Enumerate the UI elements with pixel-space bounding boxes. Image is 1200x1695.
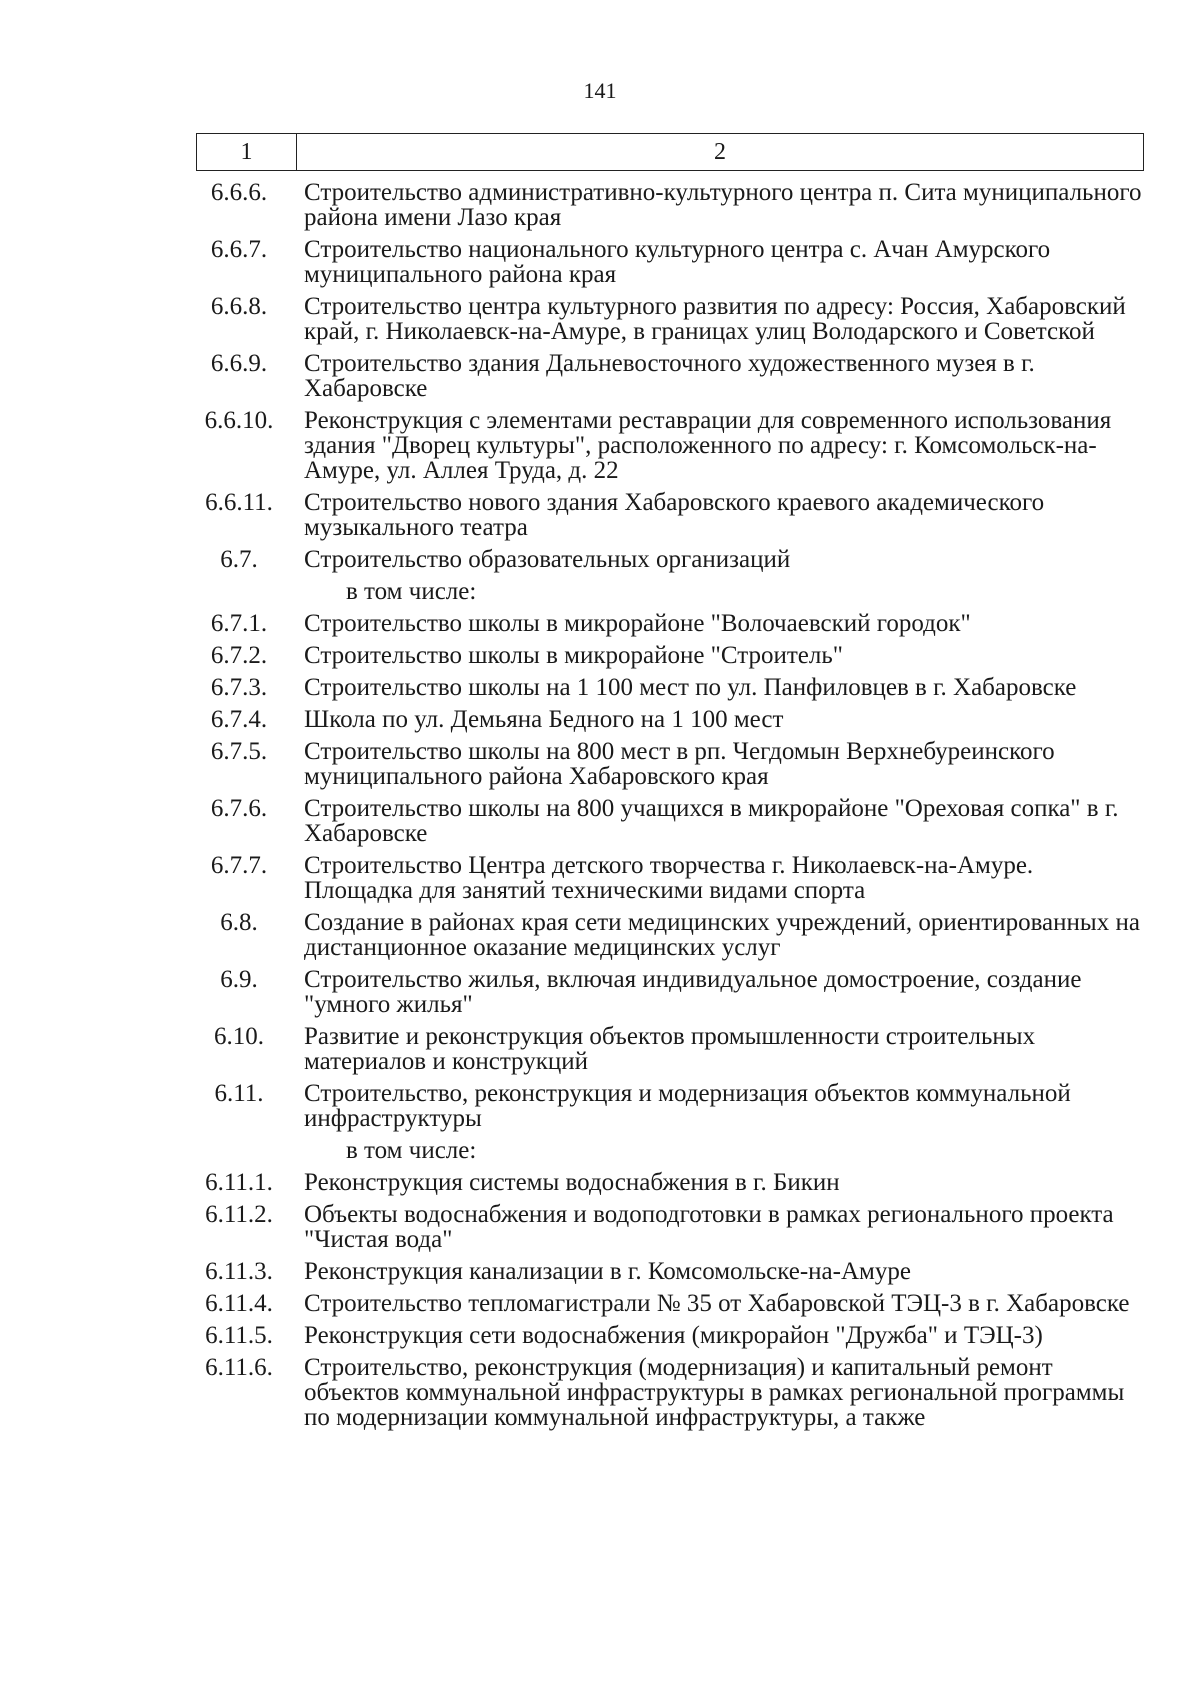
row-number: 6.11.1. — [205, 1169, 273, 1196]
row-number — [196, 579, 282, 604]
row-number: 6.6.11. — [205, 489, 273, 516]
row-number: 6.9. — [220, 966, 258, 993]
row-text: Строительство национального культурного центра с. Ачан Амурского муниципального района края — [304, 236, 1051, 288]
row-number: 6.7.6. — [210, 795, 268, 822]
row-text: Строительство Центра детского творчества г. Николаевск-на-Амуре. Площадка для занятий техническими видами спорта — [304, 852, 1034, 904]
table-row — [196, 1259, 1144, 1284]
row-text: Строительство образовательных организаций — [304, 546, 791, 573]
row-text: Строительство здания Дальневосточного художественного музея в г. Хабаровске — [304, 350, 1035, 402]
row-number: 6.7.7. — [210, 852, 268, 879]
row-text: в том числе: — [346, 1137, 477, 1164]
table-row — [196, 1323, 1144, 1348]
table-row — [196, 1081, 1144, 1131]
row-number: 6.11.4. — [205, 1290, 273, 1317]
table-row — [196, 294, 1144, 344]
row-text: Строительство школы на 800 мест в рп. Чегдомын Верхнебуреинского муниципального района Хабаровского края — [304, 738, 1055, 790]
table-row — [196, 490, 1144, 540]
row-number: 6.7.1. — [210, 610, 268, 637]
row-number: 6.6.6. — [210, 179, 268, 206]
row-text: Школа по ул. Демьяна Бедного на 1 100 мест — [304, 706, 784, 733]
row-number: 6.11.2. — [205, 1201, 273, 1228]
row-number: 6.11. — [214, 1080, 264, 1107]
row-number — [196, 1138, 282, 1163]
page-number: 141 — [583, 78, 617, 103]
table-header — [196, 133, 1144, 171]
table-row — [196, 1138, 1144, 1163]
row-text: Строительство, реконструкция (модернизация) и капитальный ремонт объектов коммунальной инфраструктуры в рамках региональной программы по модернизации коммунальной инфраструктуры, а также — [304, 1354, 1125, 1431]
table-row — [196, 796, 1144, 846]
row-number: 6.7.4. — [210, 706, 268, 733]
row-text: Развитие и реконструкция объектов промышленности строительных материалов и конструкций — [304, 1023, 1036, 1075]
row-number: 6.11.6. — [205, 1354, 273, 1381]
table-row — [196, 611, 1144, 636]
row-number: 6.7.5. — [210, 738, 268, 765]
table-row — [196, 910, 1144, 960]
row-number: 6.7.3. — [210, 674, 268, 701]
row-number: 6.11.3. — [205, 1258, 273, 1285]
row-text: Строительство школы на 800 учащихся в микрорайоне "Ореховая сопка" в г. Хабаровске — [304, 795, 1119, 847]
row-number: 6.10. — [214, 1023, 264, 1050]
table-row — [196, 547, 1144, 572]
row-number: 6.11.5. — [205, 1322, 273, 1349]
table-row — [196, 1024, 1144, 1074]
row-text: Реконструкция сети водоснабжения (микрорайон "Дружба" и ТЭЦ-3) — [304, 1322, 1043, 1349]
row-text: Строительство жилья, включая индивидуальное домостроение, создание "умного жилья" — [304, 966, 1082, 1018]
row-text: Строительство школы на 1 100 мест по ул. Панфиловцев в г. Хабаровске — [304, 674, 1077, 701]
table-row — [196, 237, 1144, 287]
row-text: Объекты водоснабжения и водоподготовки в рамках регионального проекта "Чистая вода" — [304, 1201, 1114, 1253]
table-row — [196, 853, 1144, 903]
row-text: Реконструкция канализации в г. Комсомольске-на-Амуре — [304, 1258, 911, 1285]
row-text: Реконструкция с элементами реставрации для современного использования здания "Дворец культуры", расположенного по адресу: г. Комсомольск-на-Амуре, ул. Аллея Труда, д. 22 — [304, 407, 1112, 484]
row-text: в том числе: — [346, 578, 477, 605]
table-header-col-2: 2 — [714, 138, 726, 165]
row-text: Строительство школы в микрорайоне "Строитель" — [304, 642, 843, 669]
table-row — [196, 1170, 1144, 1195]
table-row — [196, 180, 1144, 230]
table-row — [196, 1202, 1144, 1252]
row-number: 6.6.9. — [210, 350, 268, 377]
row-number: 6.8. — [220, 909, 258, 936]
row-text: Строительство школы в микрорайоне "Волочаевский городок" — [304, 610, 971, 637]
row-text: Создание в районах края сети медицинских учреждений, ориентированных на дистанционное оказание медицинских услуг — [304, 909, 1140, 961]
row-text: Строительство административно-культурного центра п. Сита муниципального района имени Лазо края — [304, 179, 1142, 231]
table-row — [196, 643, 1144, 668]
row-text: Строительство тепломагистрали № 35 от Хабаровской ТЭЦ-3 в г. Хабаровске — [304, 1290, 1130, 1317]
row-number: 6.6.8. — [210, 293, 268, 320]
row-number: 6.6.7. — [210, 236, 268, 263]
table-row — [196, 579, 1144, 604]
table-body — [196, 180, 1144, 1437]
table-row — [196, 1291, 1144, 1316]
table-row — [196, 967, 1144, 1017]
table-header-col-1: 1 — [197, 134, 297, 170]
table-row — [196, 351, 1144, 401]
row-text: Строительство, реконструкция и модернизация объектов коммунальной инфраструктуры — [304, 1080, 1071, 1132]
table-row — [196, 1355, 1144, 1430]
row-number: 6.6.10. — [204, 407, 274, 434]
table-row — [196, 707, 1144, 732]
row-number: 6.7. — [220, 546, 258, 573]
row-text: Реконструкция системы водоснабжения в г. Бикин — [304, 1169, 840, 1196]
table-row — [196, 408, 1144, 483]
table-row — [196, 739, 1144, 789]
row-text: Строительство центра культурного развития по адресу: Россия, Хабаровский край, г. Николаевск-на-Амуре, в границах улиц Володарского и Советской — [304, 293, 1126, 345]
row-number: 6.7.2. — [210, 642, 268, 669]
row-text: Строительство нового здания Хабаровского краевого академического музыкального театра — [304, 489, 1045, 541]
table-row — [196, 675, 1144, 700]
